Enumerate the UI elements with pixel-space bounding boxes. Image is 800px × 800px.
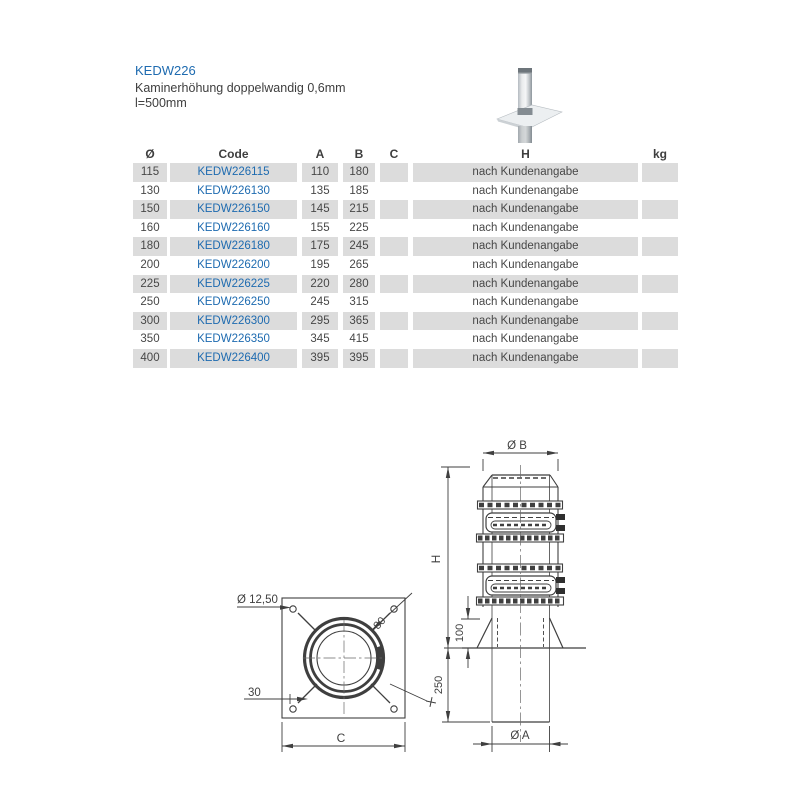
cell-a: 395: [302, 349, 338, 368]
code-link[interactable]: KEDW226400: [197, 351, 270, 364]
table-rows: [133, 163, 678, 368]
cell-kg: [642, 237, 678, 256]
cell-c: [380, 163, 408, 182]
cell-kg: [642, 182, 678, 201]
collar-band: [518, 108, 533, 115]
cell-c: [380, 237, 408, 256]
dim-label-80: 80: [371, 614, 389, 633]
cell-c: [380, 256, 408, 275]
code-link[interactable]: KEDW226200: [197, 258, 270, 271]
cell-c: [380, 330, 408, 349]
chimney-photo-group: [497, 68, 562, 143]
table-row: [133, 219, 678, 238]
cell-c: [380, 349, 408, 368]
dim-label-h: H: [429, 554, 443, 564]
cell-a: 110: [302, 163, 338, 182]
cell-c: [380, 219, 408, 238]
pipe-top-cap: [518, 68, 532, 73]
pipe-top-rim: [518, 73, 532, 74]
table-row: [133, 163, 678, 182]
cell-c: [380, 312, 408, 331]
dim-label-hole-dia: Ø 12,50: [237, 594, 278, 606]
cell-b: 265: [349, 258, 369, 271]
table-row: [133, 200, 678, 219]
code-link[interactable]: KEDW226225: [197, 277, 270, 290]
col-header-h: H: [521, 147, 530, 161]
cell-c: [380, 200, 408, 219]
cell-diameter: 130: [140, 184, 160, 197]
code-link[interactable]: KEDW226130: [197, 184, 270, 197]
table-header-row: [133, 143, 678, 163]
cell-diameter: 350: [140, 333, 160, 346]
product-code-title: KEDW226: [135, 63, 196, 78]
code-link[interactable]: KEDW226150: [197, 203, 270, 216]
product-length: l=500mm: [135, 96, 187, 110]
cell-a: 195: [310, 258, 330, 271]
cell-a: 145: [302, 200, 338, 219]
cell-b: 245: [343, 237, 375, 256]
cell-diameter: 225: [133, 275, 167, 294]
cell-h: nach Kundenangabe: [472, 184, 579, 197]
code-link[interactable]: KEDW226115: [197, 166, 270, 178]
cell-h: nach Kundenangabe: [413, 237, 638, 256]
cell-kg: [642, 256, 678, 275]
cell-b: 180: [343, 163, 375, 182]
dim-label-250: 250: [433, 675, 445, 695]
cell-c: [380, 293, 408, 312]
table-row: [133, 293, 678, 312]
cell-diameter: 115: [133, 163, 167, 182]
reference-cross: [425, 696, 437, 708]
cell-diameter: 300: [133, 312, 167, 331]
table-row: [133, 275, 678, 294]
cell-kg: [642, 293, 678, 312]
dim-label-dia-a: Ø A: [510, 730, 530, 742]
code-link[interactable]: KEDW226180: [197, 240, 270, 253]
dim-label-dia-b: Ø B: [507, 440, 527, 452]
technical-drawing: [210, 430, 600, 760]
product-description: Kaminerhöhung doppelwandig 0,6mm: [135, 81, 346, 95]
cell-h: nach Kundenangabe: [413, 349, 638, 368]
cell-a: 155: [310, 221, 330, 234]
cell-a: 220: [302, 275, 338, 294]
col-header-a: A: [315, 147, 325, 161]
cell-b: 215: [343, 200, 375, 219]
cell-b: 315: [349, 296, 369, 309]
col-header-code: Code: [218, 147, 249, 161]
cell-kg: [642, 219, 678, 238]
pipe-lower-shade: [518, 126, 532, 143]
cell-h: nach Kundenangabe: [472, 333, 579, 346]
cell-kg: [642, 163, 678, 182]
table-row: [133, 330, 678, 349]
cell-b: 395: [343, 349, 375, 368]
side-view-drawing: [462, 465, 586, 742]
cell-b: 225: [349, 221, 369, 234]
code-link[interactable]: KEDW226300: [197, 314, 270, 327]
cell-a: 245: [310, 296, 330, 309]
dim-label-c: C: [336, 731, 346, 745]
cell-kg: [642, 330, 678, 349]
code-link[interactable]: KEDW226350: [197, 333, 270, 346]
cell-h: nach Kundenangabe: [472, 221, 579, 234]
cell-h: nach Kundenangabe: [413, 163, 638, 182]
table-row: [133, 237, 678, 256]
cell-b: 185: [349, 184, 369, 197]
cell-diameter: 200: [140, 258, 160, 271]
col-header-diameter: Ø: [145, 147, 155, 161]
cell-diameter: 150: [133, 200, 167, 219]
dim-label-30: 30: [248, 687, 261, 699]
cell-h: nach Kundenangabe: [472, 258, 579, 271]
table-row: [133, 349, 678, 368]
table-row: [133, 182, 678, 201]
col-header-c: C: [389, 147, 399, 161]
cell-c: [380, 182, 408, 201]
product-photo: [490, 50, 590, 150]
cell-diameter: 400: [133, 349, 167, 368]
cell-a: 175: [302, 237, 338, 256]
cell-c: [380, 275, 408, 294]
cell-kg: [642, 200, 678, 219]
cell-h: nach Kundenangabe: [413, 200, 638, 219]
cell-b: 365: [343, 312, 375, 331]
col-header-kg: kg: [652, 147, 667, 161]
cell-a: 295: [302, 312, 338, 331]
cell-b: 280: [343, 275, 375, 294]
cell-b: 415: [349, 333, 369, 346]
code-link[interactable]: KEDW226250: [197, 296, 270, 309]
cell-a: 345: [310, 333, 330, 346]
cell-kg: [642, 349, 678, 368]
cell-diameter: 250: [140, 296, 160, 309]
cell-diameter: 180: [133, 237, 167, 256]
cell-h: nach Kundenangabe: [472, 296, 579, 309]
spec-table: [133, 143, 678, 368]
plan-view-drawing: [282, 598, 437, 718]
cell-a: 135: [310, 184, 330, 197]
col-header-b: B: [354, 147, 364, 161]
cell-kg: [642, 275, 678, 294]
cell-diameter: 160: [140, 221, 160, 234]
code-link[interactable]: KEDW226160: [197, 221, 270, 234]
table-row: [133, 312, 678, 331]
dim-label-100: 100: [454, 623, 466, 643]
cell-h: nach Kundenangabe: [413, 275, 638, 294]
cell-h: nach Kundenangabe: [413, 312, 638, 331]
table-row: [133, 256, 678, 275]
cell-kg: [642, 312, 678, 331]
